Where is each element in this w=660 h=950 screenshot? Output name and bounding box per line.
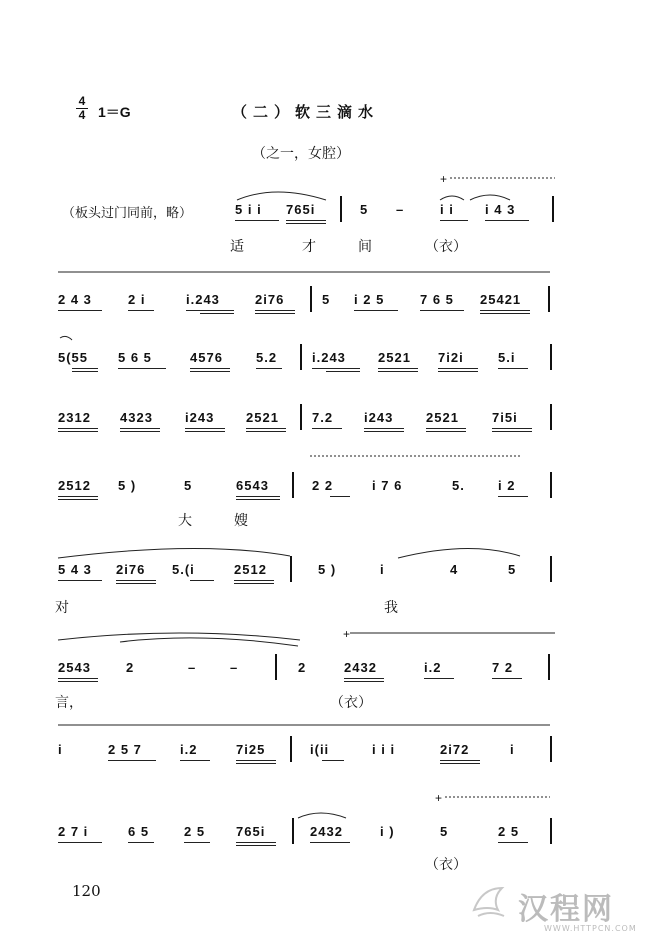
note-group: 4 [450,562,459,577]
note-group: i.243 [312,350,346,365]
note-group: 5(55 [58,350,89,365]
note-group: 2512 [234,562,267,577]
time-signature-bottom: 4 [78,108,86,122]
note-group: 4323 [120,410,153,425]
time-signature-top: 4 [78,94,86,108]
note-group: 7i5i [492,410,518,425]
note-group: 2521 [426,410,459,425]
page-subtitle: （之一，女腔） [252,146,350,162]
note-group: 2432 [344,660,377,675]
lyric: （衣） [425,857,467,873]
note-group: 5 [184,478,193,493]
note-group: 765i [236,824,266,839]
note-group: 6543 [236,478,269,493]
note-group: i.243 [186,292,220,307]
lyric: （衣） [425,239,467,255]
note-group: 4576 [190,350,223,365]
note-group: 2432 [310,824,343,839]
note-group: i.2 [180,742,198,757]
note-group: 5 [322,292,331,307]
note-group: 2 [126,660,135,675]
lyric: 适 [230,239,244,255]
note-group: i.2 [424,660,442,675]
lyric: 才 [302,239,316,255]
note-group: i i i [372,742,396,757]
note-group: 5.i [498,350,516,365]
note-group: i ) [380,824,395,839]
note-group: i i [440,202,454,217]
intro-note: （板头过门同前，略） [62,206,193,221]
watermark-logo-icon [468,880,512,924]
lyric: 言， [55,695,83,711]
note-group: 7i2i [438,350,464,365]
note-group: i 2 5 [354,292,385,307]
note-group: 5 6 5 [118,350,152,365]
watermark-url: WWW.HTTPCN.COM [544,924,637,933]
note-group: 5 [360,202,369,217]
note-group: 7.2 [312,410,334,425]
note-group: 765i [286,202,316,217]
note-group: i243 [185,410,215,425]
svg-text:+: + [440,172,448,186]
lyric: 嫂 [234,513,248,529]
note-group: 5 [440,824,449,839]
note-group: 2512 [58,478,91,493]
svg-text:+: + [343,627,351,641]
note-group: i [510,742,515,757]
page-number: 120 [72,882,101,900]
note-group: 7i25 [236,742,266,757]
note-group: 2521 [246,410,279,425]
note-group: 2 [298,660,307,675]
note-group: 2543 [58,660,91,675]
note-group: 7 6 5 [420,292,454,307]
note-group: 2 5 [498,824,520,839]
lyric: 大 [178,513,192,529]
note-group: 5 4 3 [58,562,92,577]
note-group: i 7 6 [372,478,403,493]
svg-text:+: + [435,791,443,805]
note-group: 2 4 3 [58,292,92,307]
note-group: 2 5 [184,824,206,839]
note-group: – [188,660,197,675]
note-group: i(ii [310,742,330,757]
note-group: 2 2 [312,478,334,493]
note-group: 2i72 [440,742,470,757]
note-group: 7 2 [492,660,514,675]
note-group: i 4 3 [485,202,516,217]
note-group: – [230,660,239,675]
note-group: 5 [508,562,517,577]
note-group: – [396,202,405,217]
note-group: 2 i [128,292,146,307]
note-group: 25421 [480,292,522,307]
lyric: （衣） [330,695,372,711]
note-group: i 2 [498,478,516,493]
note-group: 5 ) [118,478,137,493]
note-group: 5.(i [172,562,195,577]
lyric: 我 [384,600,398,616]
watermark-text: 汉程网 [518,892,614,927]
note-group: 2i76 [116,562,146,577]
key-signature: 1＝G [98,104,131,120]
note-group: 6 5 [128,824,150,839]
note-group: 5. [452,478,465,493]
note-group: 2521 [378,350,411,365]
note-group: i [58,742,63,757]
note-group: i243 [364,410,394,425]
note-group: 5 ) [318,562,337,577]
page-title: （二）软三滴水 [232,103,380,121]
lyric: 间 [358,239,372,255]
note-group: 2 7 i [58,824,89,839]
note-group: 2312 [58,410,91,425]
lyric: 对 [55,600,69,616]
note-group: 5 i i [235,202,262,217]
note-group: 2 5 7 [108,742,142,757]
note-group: 2i76 [255,292,285,307]
note-group: 5.2 [256,350,278,365]
note-group: i [380,562,385,577]
